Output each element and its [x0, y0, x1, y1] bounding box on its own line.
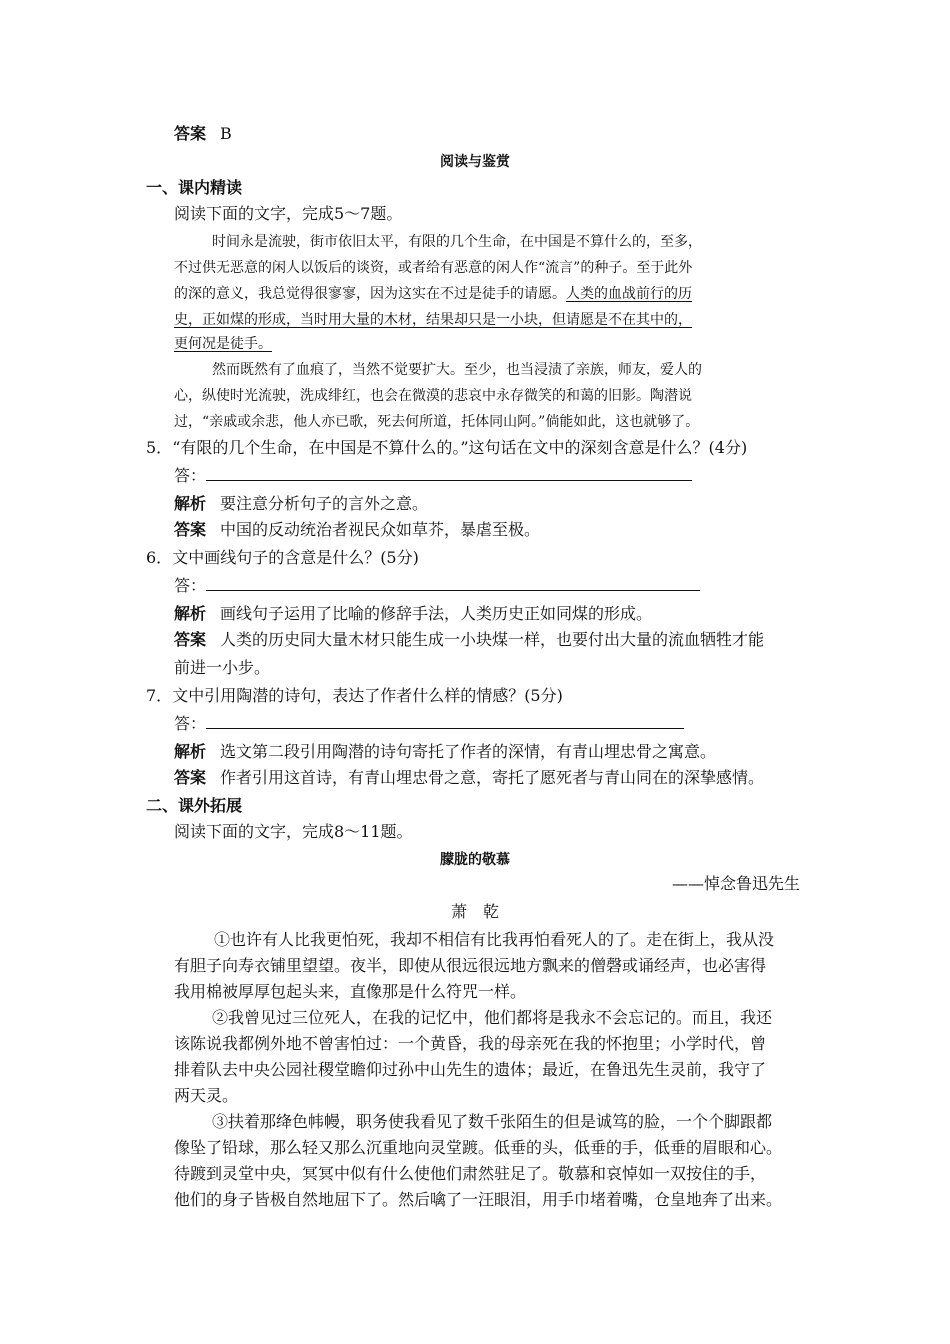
article-author: 萧 乾	[450, 902, 499, 921]
analysis	[174, 604, 652, 624]
article-line: 该陈说我都例外地不曾害怕过：一个黄昏，我的母亲死在我的怀抱里；小学时代，曾	[174, 1034, 767, 1053]
answer-label: 答案	[174, 520, 207, 539]
question-number: 6．	[146, 548, 173, 567]
answer-label: 答案	[174, 768, 207, 787]
question-text: “有限的几个生命，在中国是不算什么的。”这句话在文中的深刻含意是什么？(4分)	[172, 438, 748, 457]
section-title: 阅读与鉴赏	[440, 154, 510, 170]
answer-line	[174, 714, 684, 734]
passage-line: 心，纵使时光流驶，洗成绯红，也会在微漠的悲哀中永存微笑的和蔼的旧影。陶潜说	[174, 388, 692, 404]
underlined-sentence: 人类的血战前行的历	[566, 286, 692, 302]
answer-prompt: 答：	[174, 466, 207, 485]
answer-prompt: 答：	[174, 576, 207, 595]
answer-prompt: 答：	[174, 714, 207, 733]
question-7	[146, 686, 563, 706]
passage-line: 然而既然有了血痕了，当然不觉要扩大。至少，也当浸渍了亲族，师友，爱人的	[212, 362, 702, 378]
top-answer	[174, 124, 232, 144]
article-line: ②我曾见过三位死人，在我的记忆中，他们都将是我永不会忘记的。而且，我还	[212, 1008, 773, 1027]
answer-label: 答案	[174, 124, 207, 143]
article-line: ③扶着那绛色帏幔，职务使我看见了数千张陌生的但是诚笃的脸，一个个脚跟都	[212, 1112, 773, 1131]
answer	[174, 768, 764, 788]
answer-blank[interactable]	[206, 714, 684, 729]
answer-line	[174, 576, 700, 596]
question-5	[146, 438, 747, 458]
article-line: ①也许有人比我更怕死，我却不相信有比我再怕看死人的了。走在街上，我从没	[214, 930, 775, 949]
answer-text: 人类的历史同大量木材只能生成一小块煤一样，也要付出大量的流血牺牲才能	[220, 630, 765, 649]
question-text: 文中画线句子的含意是什么？(5分)	[172, 548, 419, 567]
question-6	[146, 548, 419, 568]
answer-line	[174, 466, 692, 486]
article-title: 朦胧的敬慕	[440, 852, 510, 868]
passage-line: 过，“亲戚或余悲，他人亦已歌，死去何所道，托体同山阿。”倘能如此，这也就够了。	[174, 414, 700, 430]
analysis-label: 解析	[174, 494, 207, 513]
analysis-label: 解析	[174, 604, 207, 623]
question-number: 7．	[146, 686, 173, 705]
part1-instruction: 阅读下面的文字，完成5～7题。	[174, 204, 403, 223]
analysis-text: 要注意分析句子的言外之意。	[220, 494, 429, 513]
analysis-text: 画线句子运用了比喻的修辞手法，人类历史正如同煤的形成。	[220, 604, 653, 623]
article-line: 我用棉被厚厚包起头来，直像那是什么符咒一样。	[174, 982, 527, 1001]
answer-blank[interactable]	[206, 576, 700, 591]
passage-line: 不过供无恶意的闲人以饭后的谈资，或者给有恶意的闲人作“流言”的种子。至于此外	[174, 260, 693, 276]
answer-text: 作者引用这首诗，有青山埋忠骨之意，寄托了愿死者与青山同在的深挚感情。	[220, 768, 765, 787]
article-line: 排着队去中央公园社稷堂瞻仰过孙中山先生的遗体；最近，在鲁迅先生灵前，我守了	[174, 1060, 767, 1079]
answer-label: 答案	[174, 630, 207, 649]
answer-blank[interactable]	[206, 466, 692, 481]
passage-line: 时间永是流驶，街市依旧太平，有限的几个生命，在中国是不算什么的，至多，	[212, 234, 702, 250]
answer	[174, 520, 540, 540]
passage-text: 的深的意义，我总觉得很寥寥，因为这实在不过是徒手的请愿。	[174, 286, 566, 302]
part2-heading: 二、课外拓展	[146, 796, 243, 815]
answer-text: 中国的反动统治者视民众如草芥，暴虐至极。	[220, 520, 541, 539]
question-number: 5．	[146, 438, 173, 457]
underlined-sentence: 史，正如煤的形成，当时用大量的木材，结果却只是一小块，但请愿是不在其中的，	[174, 312, 692, 328]
article-line: 有胆子向寿衣铺里望望。夜半，即使从很远很远地方飘来的僧磬或诵经声，也必害得	[174, 956, 767, 975]
passage-line	[174, 284, 692, 304]
analysis-text: 选文第二段引用陶潜的诗句寄托了作者的深情，有青山埋忠骨之寓意。	[220, 742, 717, 761]
article-subtitle: ——悼念鲁迅先生	[672, 874, 801, 893]
article-line: 待踱到灵堂中央，冥冥中似有什么使他们肃然驻足了。敬慕和哀悼如一双按住的手，	[174, 1164, 767, 1183]
answer-continued: 前进一小步。	[174, 658, 271, 677]
part2-instruction: 阅读下面的文字，完成8～11题。	[174, 822, 413, 841]
analysis	[174, 742, 716, 762]
analysis-label: 解析	[174, 742, 207, 761]
analysis	[174, 494, 428, 514]
part1-heading: 一、课内精读	[146, 178, 243, 197]
question-text: 文中引用陶潜的诗句，表达了作者什么样的情感？(5分)	[172, 686, 563, 705]
article-line: 他们的身子皆极自然地屈下了。然后噙了一汪眼泪，用手巾堵着嘴，仓皇地奔了出来。	[174, 1190, 783, 1209]
underlined-sentence: 更何况是徒手。	[174, 336, 272, 352]
answer-value: B	[220, 124, 232, 143]
article-line: 像坠了铅球，那么轻又那么沉重地向灵堂踱。低垂的头，低垂的手，低垂的眉眼和心。	[174, 1138, 783, 1157]
article-line: 两天灵。	[174, 1086, 239, 1105]
answer	[174, 630, 764, 650]
